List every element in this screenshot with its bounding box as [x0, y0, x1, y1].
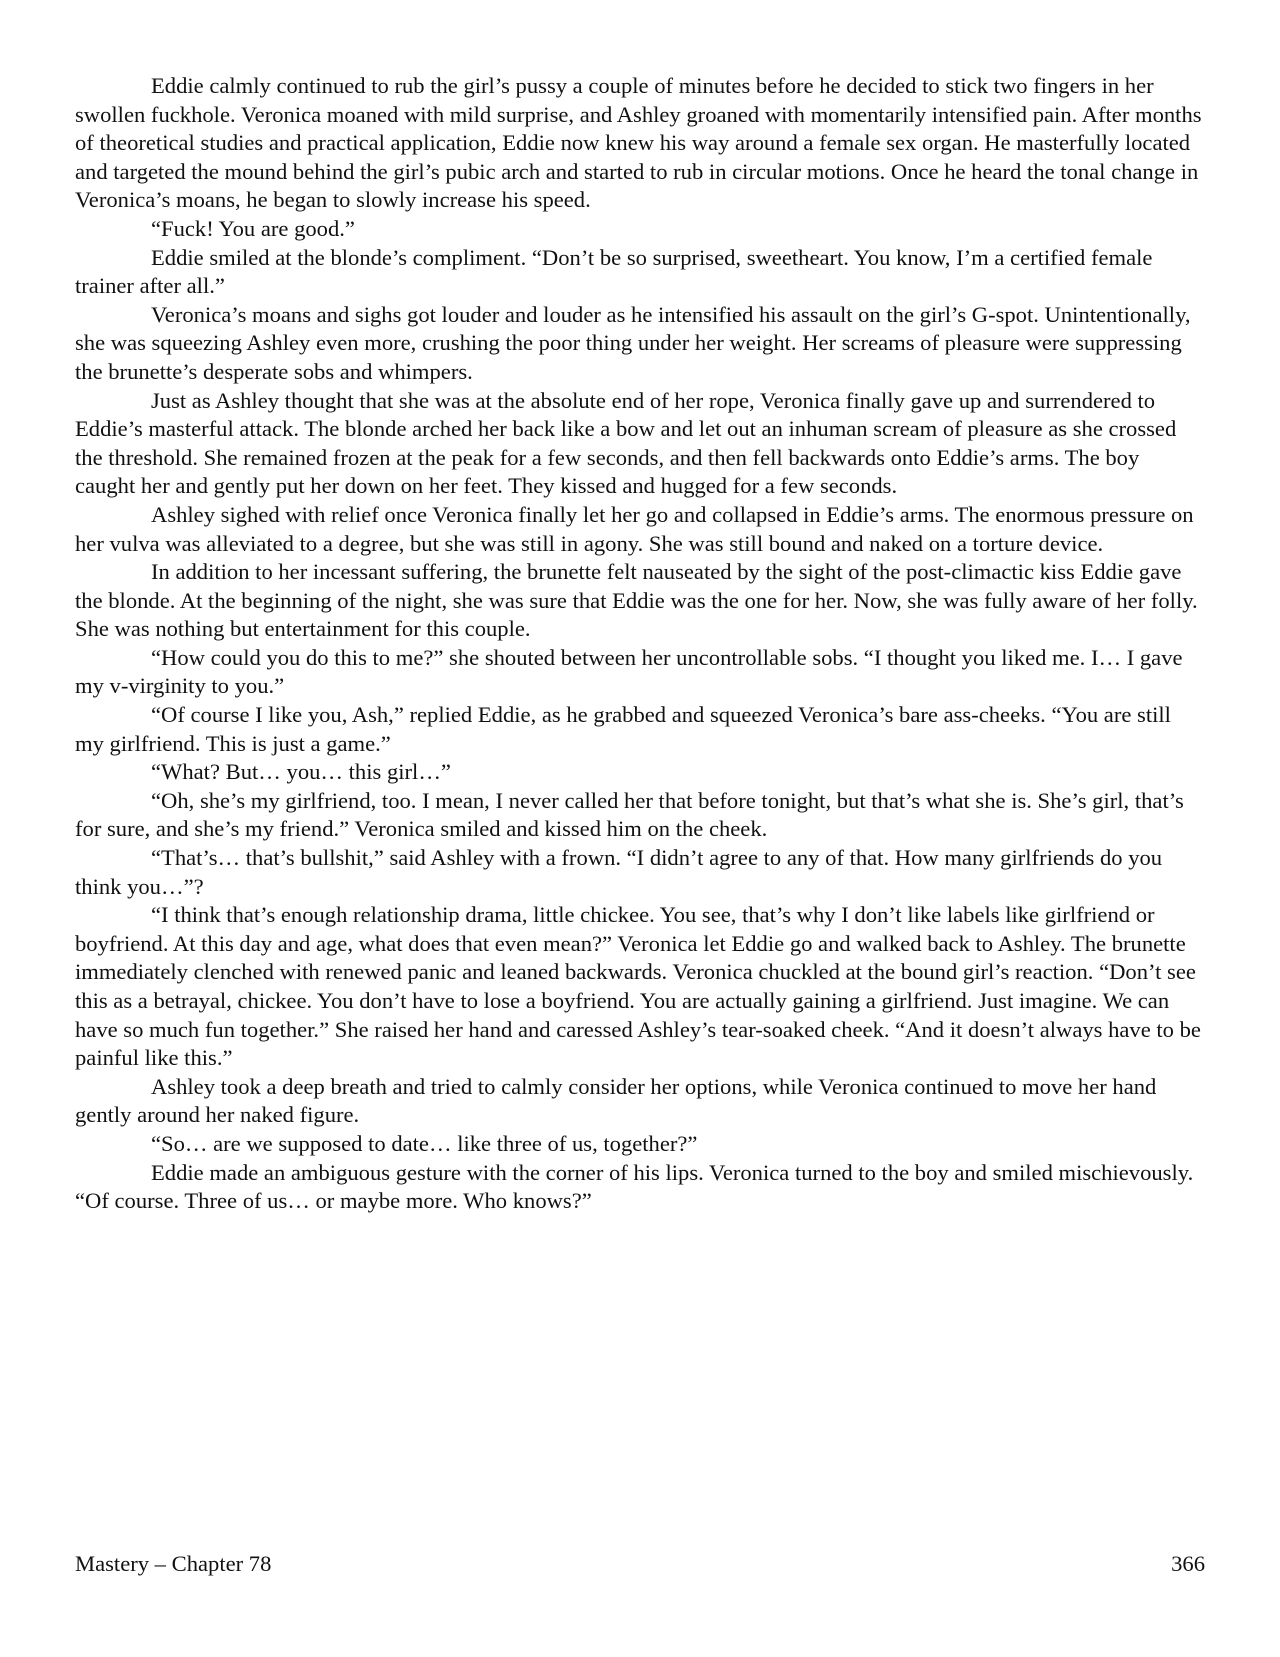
paragraph: “What? But… you… this girl…” [151, 759, 451, 785]
paragraph: “How could you do this to me?” she shouted between her uncontrollable sobs. “I thought you liked me. I… I gave my v-virginity to you.” [75, 644, 1183, 699]
paragraph: Eddie made an ambiguous gesture with the corner of his lips. Veronica turned to the boy and smiled mischievously. “Of course. Three of us… or maybe more. Who knows?” [75, 1159, 1194, 1214]
paragraph: Ashley sighed with relief once Veronica finally let her go and collapsed in Eddie’s arms. The enormous pressure on her vulva was alleviated to a degree, but she was still in agony. She was still bound and naked on a torture device. [75, 501, 1194, 556]
paragraph: Ashley took a deep breath and tried to calmly consider her options, while Veronica continued to move her hand gently around her naked figure. [75, 1073, 1157, 1128]
paragraph: “Oh, she’s my girlfriend, too. I mean, I never called her that before tonight, but that’s what she is. She’s girl, that’s for sure, and she’s my friend.” Veronica smiled and kissed him on the cheek. [75, 787, 1184, 842]
page-body [75, 72, 1205, 1216]
footer-title: Mastery – Chapter 78 [75, 1551, 272, 1576]
paragraph: “That’s… that’s bullshit,” said Ashley with a frown. “I didn’t agree to any of that. How many girlfriends do you think you…”? [75, 845, 1163, 899]
paragraph: Eddie smiled at the blonde’s compliment. “Don’t be so surprised, sweetheart. You know, I’m a certified female trainer after all.” [75, 244, 1153, 299]
paragraph: Veronica’s moans and sighs got louder and louder as he intensified his assault on the girl’s G-spot. Unintentionally, she was squeezing Ashley even more, crushing the poor thing under her weight. Her screams of pleasure were suppressing the brunette’s desperate sobs and whimpers. [75, 301, 1191, 384]
paragraph: “So… are we supposed to date… like three of us, together?” [151, 1130, 698, 1156]
paragraph: “Of course I like you, Ash,” replied Eddie, as he grabbed and squeezed Veronica’s bare ass-cheeks. “You are still my girlfriend. This is just a game.” [75, 702, 1171, 756]
paragraph: “I think that’s enough relationship drama, little chickee. You see, that’s why I don’t like labels like girlfriend or boyfriend. At this day and age, what does that even mean?” Veronica let Eddie go and walked back to Ashley. The brunette immediately clenched with renewed panic and leaned backwards. Veronica chuckled at the bound girl’s reaction. “Don’t see this as a betrayal, chickee. You don’t have to lose a boyfriend. You are actually gaining a girlfriend. Just imagine. We can have so much fun together.” She raised her hand and caressed Ashley’s tear-soaked cheek. “And it doesn’t always have to be painful like this.” [75, 902, 1201, 1071]
paragraph: Eddie calmly continued to rub the girl’s pussy a couple of minutes before he decided to stick two fingers in her swollen fuckhole. Veronica moaned with mild surprise, and Ashley groaned with momentarily intensified pain. After months of theoretical studies and practical application, Eddie now knew his way around a female sex organ. He masterfully located and targeted the mound behind the girl’s pubic arch and started to rub in circular motions. Once he heard the tonal change in Veronica’s moans, he began to slowly increase his speed. [75, 73, 1202, 213]
page-footer [75, 1550, 1205, 1578]
paragraph: “Fuck! You are good.” [151, 215, 355, 241]
page-number: 366 [1171, 1551, 1205, 1576]
paragraph: In addition to her incessant suffering, the brunette felt nauseated by the sight of the post-climactic kiss Eddie gave the blonde. At the beginning of the night, she was sure that Eddie was the one for her. Now, she was fully aware of her folly. She was nothing but entertainment for this couple. [75, 559, 1198, 642]
paragraph: Just as Ashley thought that she was at the absolute end of her rope, Veronica finally gave up and surrendered to Eddie’s masterful attack. The blonde arched her back like a bow and let out an inhuman scream of pleasure as she crossed the threshold. She remained frozen at the peak for a few seconds, and then fell backwards onto Eddie’s arms. The boy caught her and gently put her down on her feet. They kissed and hugged for a few seconds. [75, 387, 1177, 499]
